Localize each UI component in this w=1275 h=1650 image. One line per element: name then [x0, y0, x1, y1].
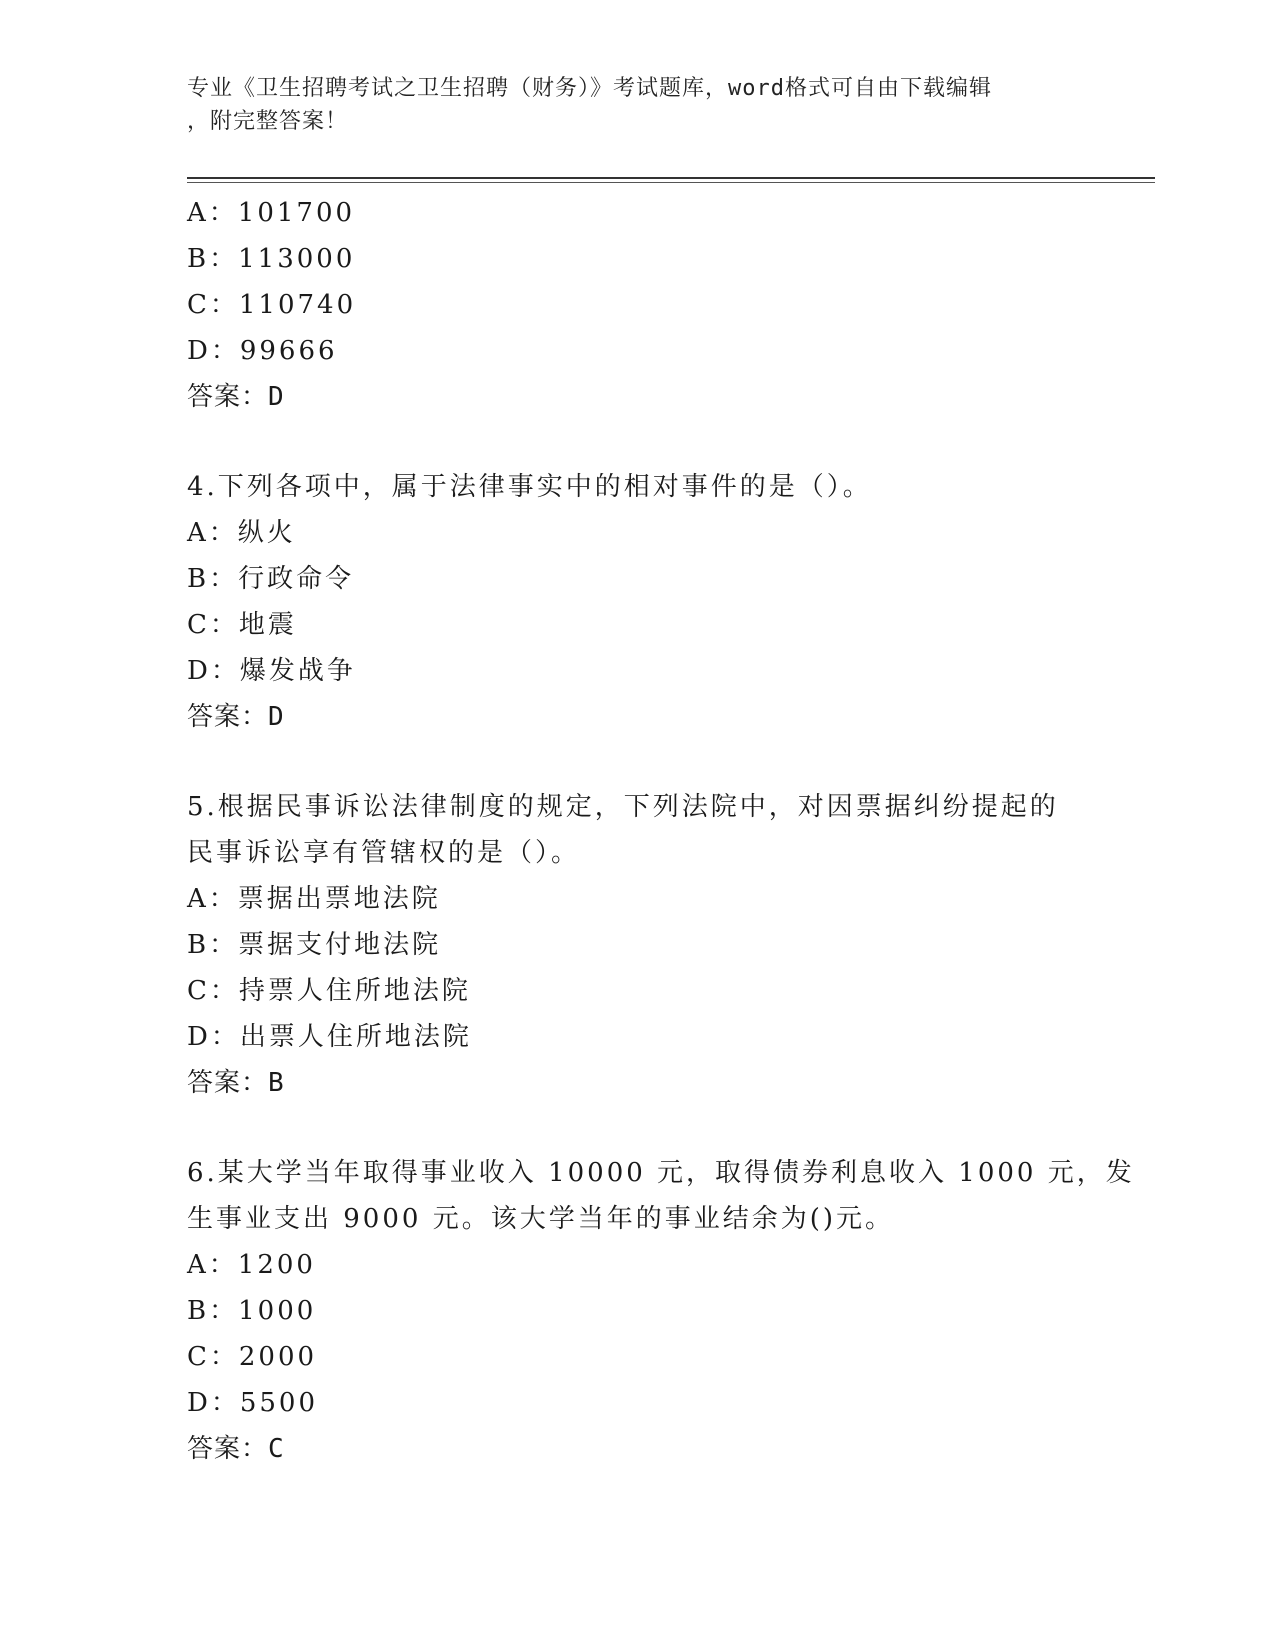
option-c: C：持票人住所地法院 — [187, 976, 471, 1006]
question-4 — [187, 464, 1087, 740]
question-3 — [187, 190, 1087, 420]
answer — [187, 694, 1087, 740]
question-stem: 4.下列各项中，属于法律事实中的相对事件的是（）。 — [187, 472, 872, 502]
option-c: C：110740 — [187, 290, 357, 320]
answer-label: 答案： — [187, 1068, 269, 1098]
option-a: A：纵火 — [187, 518, 296, 548]
option-c: C：2000 — [187, 1342, 318, 1372]
header-line-2: ，附完整答案！ — [187, 109, 349, 134]
answer-value: D — [268, 382, 285, 412]
header-line-1: 专业《卫生招聘考试之卫生招聘（财务）》考试题库，word格式可自由下载编辑 — [187, 76, 992, 101]
option-d: D：爆发战争 — [187, 656, 356, 686]
option-d: D：5500 — [187, 1388, 319, 1418]
option-c: C：地震 — [187, 610, 297, 640]
answer — [187, 1426, 1087, 1472]
answer-value: C — [268, 1434, 285, 1464]
option-d: D：出票人住所地法院 — [187, 1022, 472, 1052]
answer-label: 答案： — [187, 382, 269, 412]
option-a: A：票据出票地法院 — [187, 884, 441, 914]
answer-value: D — [268, 702, 285, 732]
option-a: A：1200 — [187, 1250, 316, 1280]
option-b: B：1000 — [187, 1296, 317, 1326]
answer-value: B — [268, 1068, 285, 1098]
option-b: B：113000 — [187, 244, 356, 274]
header-divider-thin — [187, 182, 1155, 183]
option-b: B：行政命令 — [187, 564, 355, 594]
question-5 — [187, 784, 1087, 1106]
option-d: D：99666 — [187, 336, 338, 366]
option-a: A：101700 — [187, 198, 356, 228]
header-divider — [187, 177, 1155, 179]
question-stem-line-1: 5.根据民事诉讼法律制度的规定，下列法院中，对因票据纠纷提起的 — [187, 792, 1059, 822]
answer-label: 答案： — [187, 1434, 269, 1464]
answer — [187, 1060, 1087, 1106]
option-b: B：票据支付地法院 — [187, 930, 442, 960]
question-stem-line-2: 生事业支出 9000 元。该大学当年的事业结余为()元。 — [187, 1204, 894, 1234]
document-header — [187, 72, 1067, 138]
answer — [187, 374, 1087, 420]
answer-label: 答案： — [187, 702, 269, 732]
question-list — [187, 190, 1135, 1472]
question-stem-line-1: 6.某大学当年取得事业收入 10000 元，取得债券利息收入 1000 元，发 — [187, 1158, 1135, 1188]
question-6 — [187, 1150, 1135, 1472]
question-stem-line-2: 民事诉讼享有管辖权的是（）。 — [187, 838, 581, 868]
